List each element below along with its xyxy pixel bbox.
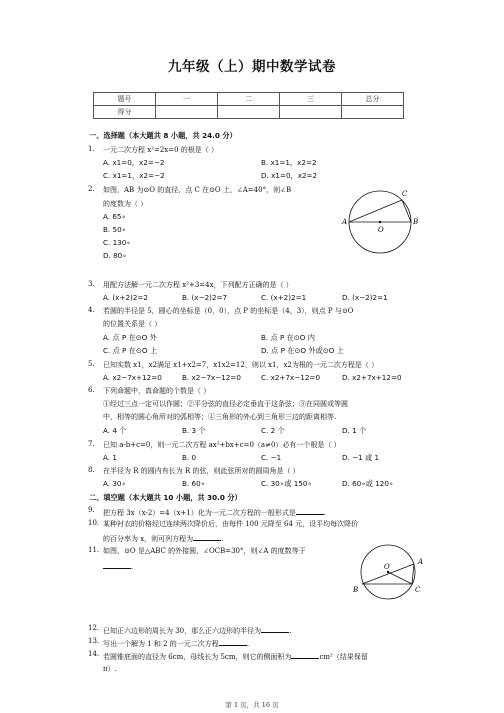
- option-b: B. 3 个: [182, 426, 206, 435]
- table-row: [94, 106, 404, 119]
- question-text-body: 若圆锥底面的直径为 6cm，母线长为 5cm，则它的侧面积为: [103, 653, 292, 661]
- question-number: 12.: [88, 624, 100, 632]
- question-text: 下列命题中，真命题的个数是（ ）: [103, 387, 211, 395]
- option-b: B. (x−2)2=7: [182, 293, 228, 302]
- table-cell: 题号: [94, 93, 156, 106]
- question-text-body: 写出一个解为 1 和 2 的一元二次方程: [103, 640, 219, 648]
- question-text: 已知 a-b+c=0，则一元二次方程 ax²+bx+c=0（a≠0）必有一个根是（ ）: [103, 441, 341, 449]
- table-cell: [342, 106, 404, 119]
- option-a: A. 4 个: [103, 426, 127, 435]
- question-text-body: 已知正六边形的周长为 30，那么正六边形的半径为: [103, 627, 262, 635]
- question-text: 一元二次方程 x²=2x=0 的根是（ ）: [103, 146, 219, 154]
- label-a: A: [418, 558, 424, 566]
- option-a: A. 30∘: [103, 479, 127, 488]
- label-o: O: [384, 563, 390, 571]
- question-text-body: 的百分率为 x，则可列方程为: [103, 535, 194, 543]
- section-heading: 二、填空题（本大题共 10 小题，共 30.0 分）: [89, 493, 242, 502]
- option-d: D. x1=0，x2=2: [261, 171, 318, 180]
- question-number: 14.: [88, 650, 100, 658]
- label-b: B: [353, 586, 359, 594]
- page-title: 九年级（上）期中数学试卷: [168, 59, 336, 75]
- table-cell: 二: [218, 93, 280, 106]
- option-c: C. x2+7x−12=0: [261, 373, 321, 382]
- question-number: 13.: [88, 637, 100, 645]
- option-d: D. 60∘或 120∘: [342, 479, 394, 488]
- label-c: C: [415, 586, 421, 594]
- label-b: B: [413, 218, 419, 226]
- option-a: A. (x+2)2=2: [103, 293, 148, 302]
- table-cell: 一: [156, 93, 218, 106]
- option-b: B. 点 P 在⊙O 内: [261, 333, 315, 342]
- answer-blank: [103, 560, 131, 569]
- section-heading: 一、选择题（本大题共 8 小题，共 24.0 分）: [89, 131, 237, 140]
- table-cell: 得分: [94, 106, 156, 119]
- option-d: D. 点 P 在⊙O 外或⊙O 上: [261, 346, 344, 355]
- question-number: 9.: [88, 506, 95, 514]
- option-c: C. 点 P 在⊙O 上: [103, 346, 158, 355]
- question-text: 如图，AB 为⊙O 的直径，点 C 在⊙O 上，∠A=40°，则∠B: [103, 186, 292, 194]
- option-d: D. (x−2)2=1: [342, 293, 388, 302]
- option-c: C. −1: [261, 453, 282, 462]
- option-a: A. 1: [103, 453, 117, 462]
- question-text: 把方程 3x（x-2）=4（x+1）化为一元二次方程的一般形式是 .: [103, 506, 326, 518]
- label-a: A: [342, 218, 348, 226]
- question-number: 6.: [88, 386, 95, 394]
- question-text: 在半径为 R 的圆内有长为 R 的弦，则此弦所对的圆周角是（ ）: [103, 467, 300, 475]
- circle-figure-q11: [348, 540, 430, 608]
- option-c: C. 130∘: [103, 238, 131, 247]
- question-number: 3.: [88, 280, 95, 288]
- question-number: 10.: [88, 519, 100, 527]
- question-text: 中，相等的圆心角所对的弧相等；④三角形的外心到三角形三边的距离相等.: [103, 413, 337, 421]
- table-cell: [156, 106, 218, 119]
- score-table: [93, 92, 404, 119]
- label-c: C: [402, 190, 408, 198]
- option-a: A. x1=0，x2=−2: [103, 158, 165, 167]
- table-cell: [280, 106, 342, 119]
- answer-blank: [261, 624, 289, 633]
- option-b: B. x2−7x−12=0: [182, 373, 241, 382]
- answer-blank: [193, 532, 221, 541]
- question-number: 8.: [88, 466, 95, 474]
- option-c: C. (x+2)2=1: [261, 293, 307, 302]
- option-d: D. x2+7x+12=0: [342, 373, 402, 382]
- question-number: 2.: [88, 185, 95, 193]
- answer-blank: [296, 506, 324, 515]
- option-c: C. 2 个: [261, 426, 285, 435]
- question-number: 5.: [88, 360, 95, 368]
- question-number: 7.: [88, 440, 95, 448]
- option-c: C. x1=1，x2=−2: [103, 171, 165, 180]
- option-d: D. 1 个: [342, 426, 367, 435]
- question-number: 11.: [88, 546, 100, 554]
- question-text: 已知实数 x1，x2满足 x1+x2=7，x1x2=12，则以 x1，x2为根的一元二次方程是（ ）: [103, 361, 379, 369]
- option-b: B. 50∘: [103, 225, 127, 234]
- question-text: π）.: [103, 665, 117, 673]
- question-text: 已知正六边形的周长为 30，那么正六边形的半径为 .: [103, 624, 291, 636]
- question-text: 的度数为（ ）: [103, 200, 148, 208]
- option-b: B. 0: [182, 453, 197, 462]
- label-o: O: [378, 226, 384, 234]
- option-b: B. 60∘: [182, 479, 206, 488]
- option-b: B. x1=1，x2=2: [261, 158, 317, 167]
- option-d: D. −1 或 1: [342, 453, 380, 462]
- circle-figure-q2: [340, 180, 420, 262]
- option-a: A. 点 P 在⊙O 外: [103, 333, 157, 342]
- question-text: 如图，⊙O 是△ABC 的外接圆，∠OCB=30°，则∠A 的度数等于: [103, 547, 306, 555]
- question-text: 的位置关系是（ ）: [103, 320, 162, 328]
- option-a: A. 65∘: [103, 212, 127, 221]
- table-cell: [218, 106, 280, 119]
- table-row: [94, 93, 404, 106]
- table-cell: 三: [280, 93, 342, 106]
- question-text: [103, 650, 368, 662]
- page-footer: 第 1 页，共 16 页: [225, 701, 279, 709]
- question-text: 若圆的半径是 5，圆心的坐标是（0，0），点 P 的坐标是（4，3），则点 P 与⊙O: [103, 307, 354, 315]
- question-text-body: 把方程 3x（x-2）=4（x+1）化为一元二次方程的一般形式是: [103, 509, 296, 517]
- option-c: C. 30∘或 150∘: [261, 479, 312, 488]
- unit-text: cm²（结果保留: [319, 653, 368, 661]
- question-text: 写出一个解为 1 和 2 的一元二次方程 .: [103, 637, 249, 649]
- question-number: 4.: [88, 306, 95, 314]
- question-text: 的百分率为 x，则可列方程为 .: [103, 532, 223, 544]
- question-text: 某种衬衣的价格经过连续两次降价后，由每件 100 元降至 64 元，设平均每次降价: [103, 520, 359, 528]
- option-d: D. 80∘: [103, 251, 127, 260]
- answer-blank: [219, 637, 247, 646]
- option-a: A. x2−7x+12=0: [103, 373, 162, 382]
- table-cell: 总分: [342, 93, 404, 106]
- answer-blank: [291, 650, 319, 659]
- question-text: .: [103, 560, 133, 571]
- question-text: 用配方法解一元二次方程 x²+3=4x，下列配方正确的是（ ）: [103, 281, 293, 289]
- question-number: 1.: [88, 145, 95, 153]
- question-text: ①经过三点一定可以作圆；②平分弦的直径必定垂直于这条弦；③在同圆或等圆: [103, 400, 348, 408]
